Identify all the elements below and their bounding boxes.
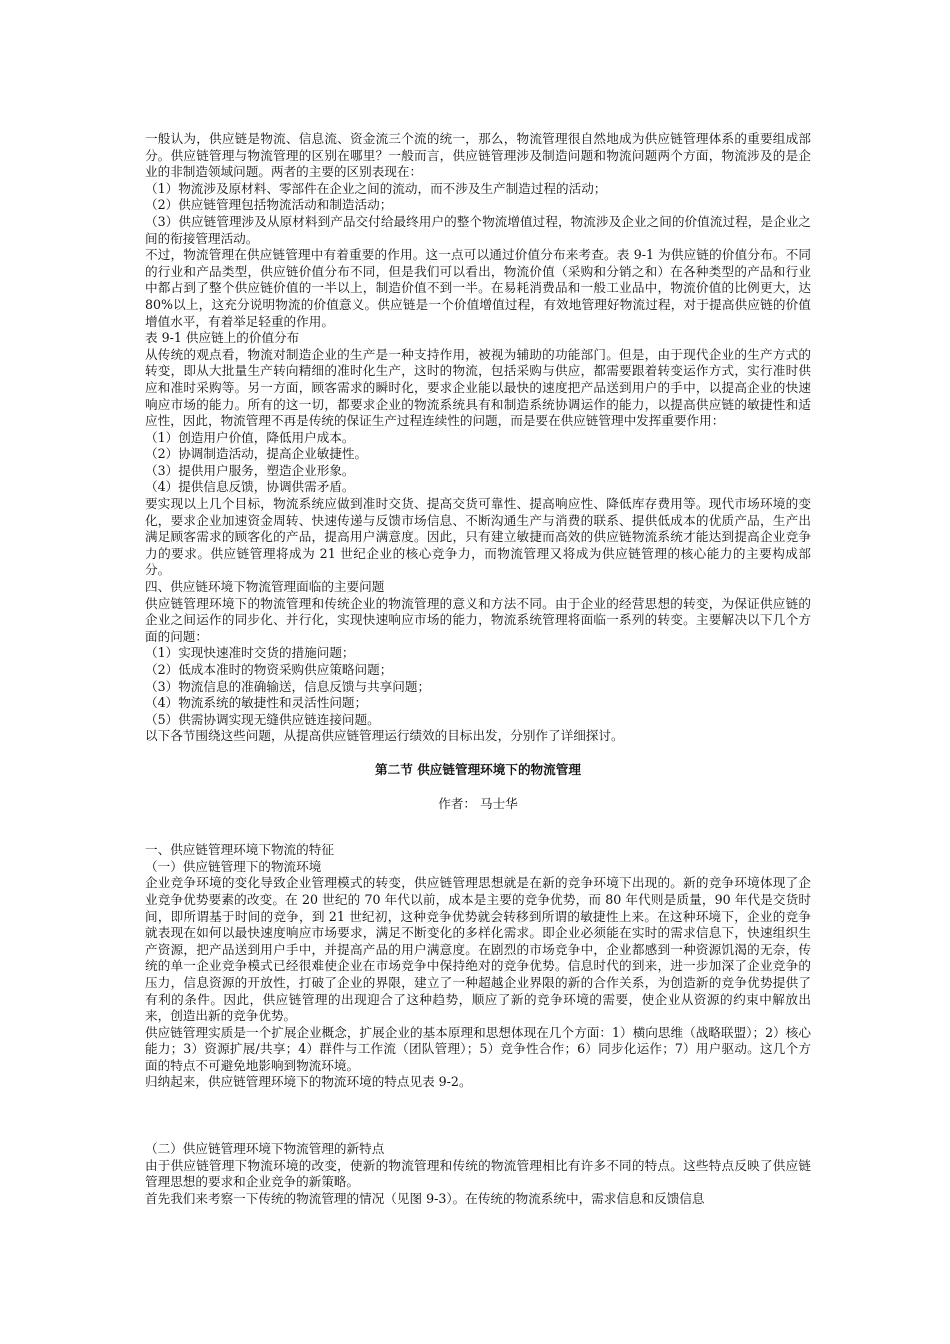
paragraph: （2）协调制造活动，提高企业敏捷性。 [145, 446, 368, 462]
paragraph: 以下各节围绕这些问题，从提高供应链管理运行绩效的目标出发，分别作了详细探讨。 [145, 728, 624, 744]
paragraph: （3）供应链管理涉及从原材料到产品交付给最终用户的整个物流增值过程，物流涉及企业之间的价值流过程，是企业之间的衔接管理活动。 [145, 213, 811, 246]
paragraph: 供应链管理实质是一个扩展企业概念，扩展企业的基本原理和思想体现在几个方面：1）横向思维（战略联盟）；2）核心能力；3）资源扩展/共享；4）群件与工作流（团队管理）；5）竞争性合作；6）同步化运作；7）用户驱动。这几个方面的特点不可避免地影响到物流环境。 [145, 1024, 811, 1073]
paragraph: （3）物流信息的准确输送，信息反馈与共享问题； [145, 678, 431, 694]
paragraph: （1）实现快速准时交货的措施问题； [145, 645, 355, 661]
section-title: 第二节 供应链管理环境下的物流管理 [375, 761, 581, 777]
paragraph: 四、供应链环境下物流管理面临的主要问题 [145, 579, 385, 595]
paragraph: （5）供需协调实现无缝供应链连接问题。 [145, 711, 380, 727]
paragraph: 企业竞争环境的变化导致企业管理模式的转变，供应链管理思想就是在新的竞争环境下出现的。新的竞争环境体现了企业竞争优势要素的改变。在 20 世纪的 70 年代以前，成本是主要的竞争优势，而 80 年代则是质量，90 年代是交货时间，即所谓基于时间的竞争，到 21 世纪初，这种竞争优势就会转移到所谓的敏捷性上来。在这种环境下，企业的竞争就表现在如何以最快速度响应市场要求，满足不断变化的多样化需求。即企业必须能在实时的需求信息下，快速组织生产资源，把产品送到用户手中，并提高产品的用户满意度。在剧烈的市场竞争中，企业都感到一种资源饥渴的无奈，传统的单一企业竞争模式已经很难使企业在市场竞争中保持绝对的竞争优势。信息时代的到来，进一步加深了企业竞争的压力，信息资源的开放性，打破了企业的界限，建立了一种超越企业界限的新的合作关系，为创造新的竞争优势提供了有利的条件。因此，供应链管理的出现迎合了这种趋势，顺应了新的竞争环境的需要，使企业从资源的约束中解放出来，创造出新的竞争优势。 [145, 875, 811, 1024]
paragraph: 一、供应链管理环境下物流的特征 [145, 842, 334, 858]
paragraph: （二）供应链管理环境下物流管理的新特点 [145, 1141, 385, 1157]
paragraph: （2）低成本准时的物资采购供应策略问题； [145, 662, 393, 677]
paragraph: 表 9-1 供应链上的价值分布 [145, 330, 300, 346]
paragraph: 从传统的观点看，物流对制造企业的生产是一种支持作用，被视为辅助的功能部门。但是，由于现代企业的生产方式的转变，即从大批量生产转向精细的准时化生产，这时的物流，包括采购与供应，都需要跟着转变运作方式，实行准时供应和准时采购等。另一方面，顾客需求的瞬时化，要求企业能以最快的速度把产品送到用户的手中，以提高企业的快速响应市场的能力。所有的这一切，都要求企业的物流系统具有和制造系统协调运作的能力，以提高供应链的敏捷性和适应性，因此，物流管理不再是传统的保证生产过程连续性的问题，而是要在供应链管理中发挥重要作用： [145, 346, 811, 429]
paragraph: 归纳起来，供应链管理环境下的物流环境的特点见表 9-2。 [145, 1074, 472, 1090]
paragraph: 一般认为，供应链是物流、信息流、资金流三个流的统一，那么，物流管理很自然地成为供应链管理体系的重要组成部分。供应链管理与物流管理的区别在哪里？一般而言，供应链管理涉及制造问题和物流问题两个方面，物流涉及的是企业的非制造领域问题。两者的主要的区别表现在： [145, 131, 811, 180]
paragraph: （2）供应链管理包括物流活动和制造活动； [145, 197, 393, 213]
section-2-body-b [145, 1141, 811, 1207]
paragraph: （4）提供信息反馈，协调供需矛盾。 [145, 479, 355, 495]
paragraph: （3）提供用户服务，塑造企业形象。 [145, 462, 355, 478]
blank-gap [145, 1091, 811, 1141]
paragraph: 要实现以上几个目标，物流系统应做到准时交货、提高交货可靠性、提高响应性、降低库存费用等。现代市场环境的变化，要求企业加速资金周转、快速传递与反馈市场信息、不断沟通生产与消费的联系、提供低成本的优质产品，生产出满足顾客需求的顾客化的产品，提高用户满意度。因此，只有建立敏捷而高效的供应链物流系统才能达到提高企业竞争力的要求。供应链管理将成为 21 世纪企业的核心竞争力，而物流管理又将成为供应链管理的核心能力的主要构成部分。 [145, 496, 811, 578]
paragraph: （1）物流涉及原材料、零部件在企业之间的流动，而不涉及生产制造过程的活动； [145, 180, 607, 196]
paragraph: 不过，物流管理在供应链管理中有着重要的作用。这一点可以通过价值分布来考查。表 9-1 为供应链的价值分布。不同的行业和产品类型，供应链价值分布不同，但是我们可以看出，物流价值（采购和分销之和）在各种类型的产品和行业中都占到了整个供应链价值的一半以上，制造价值不到一半。在易耗消费品和一般工业品中，物流价值的比例更大，达 80%以上，这充分说明物流的价值意义。供应链是一个价值增值过程，有效地管理好物流过程，对于提高供应链的价值增值水平，有着举足轻重的作用。 [145, 247, 811, 329]
paragraph: （1）创造用户价值，降低用户成本。 [145, 429, 355, 445]
section-1-body [145, 131, 811, 745]
paragraph: （4）物流系统的敏捷性和灵活性问题； [145, 695, 368, 711]
paragraph: 由于供应链管理下物流环境的改变，使新的物流管理和传统的物流管理相比有许多不同的特点。这些特点反映了供应链管理思想的要求和企业竞争的新策略。 [145, 1157, 811, 1190]
paragraph: 供应链管理环境下的物流管理和传统企业的物流管理的意义和方法不同。由于企业的经营思想的转变，为保证供应链的企业之间运作的同步化、并行化，实现快速响应市场的能力，物流系统管理将面临一系列的转变。主要解决以下几个方面的问题： [145, 595, 811, 644]
paragraph: 首先我们来考察一下传统的物流管理的情况（见图 9-3）。在传统的物流系统中，需求信息和反馈信息 [145, 1190, 705, 1206]
section-2-body-a [145, 842, 811, 1091]
paragraph: （一）供应链管理下的物流环境 [145, 858, 322, 874]
author-line: 作者： 马士华 [438, 795, 518, 811]
document-page [145, 131, 811, 1207]
